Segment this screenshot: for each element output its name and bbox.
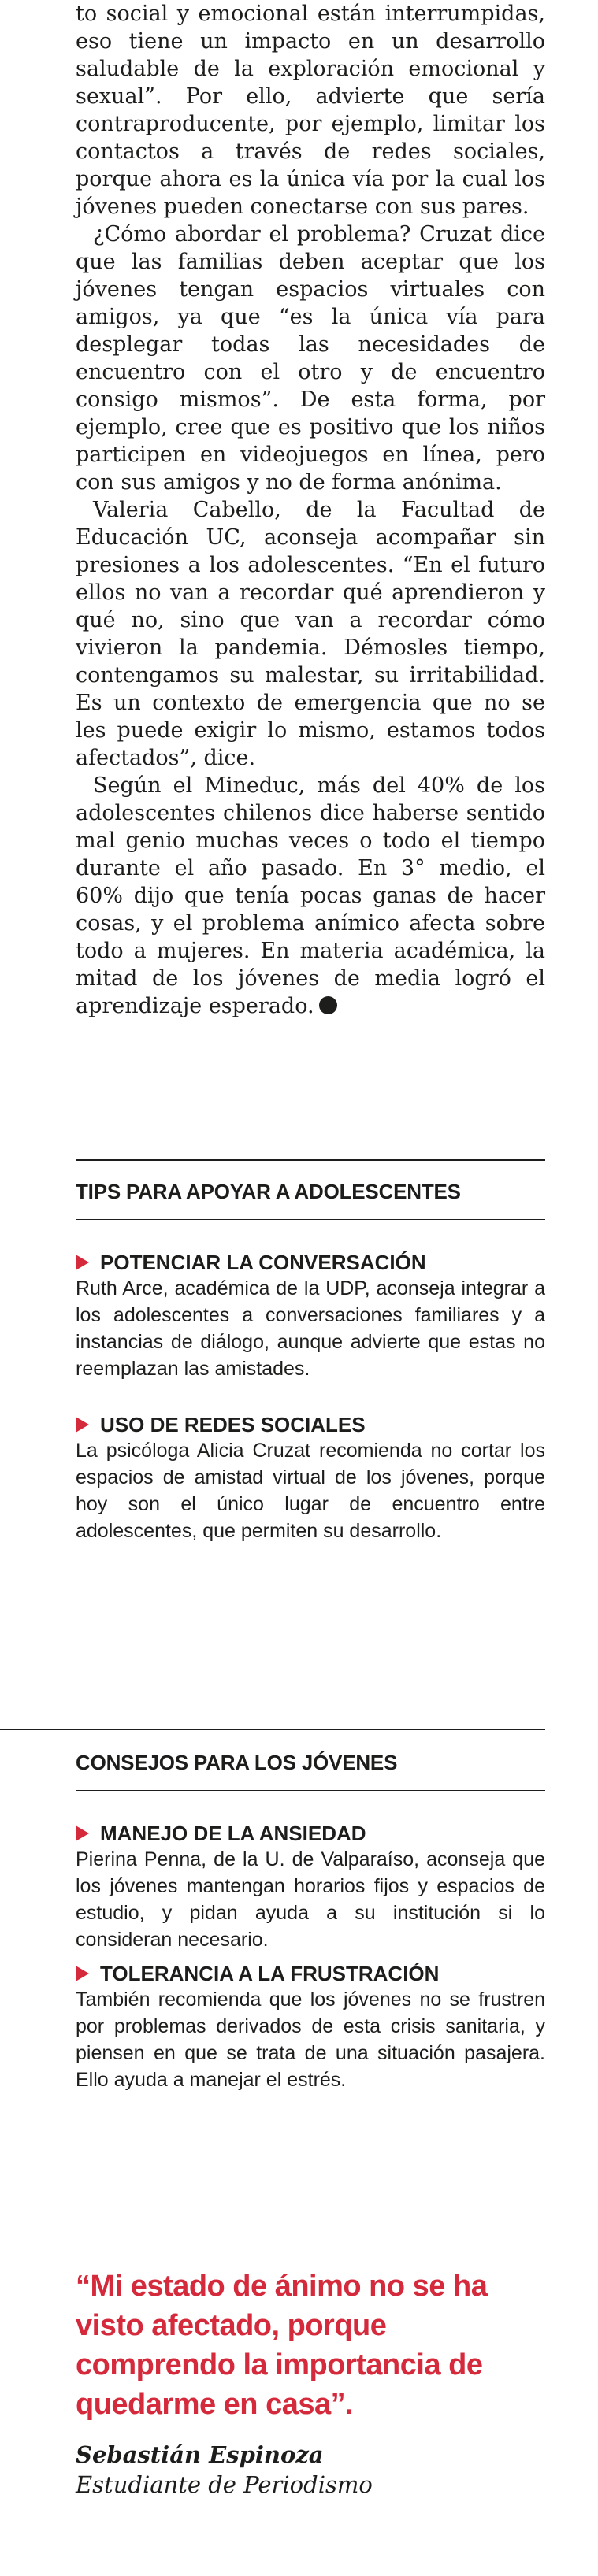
quote-attribution — [76, 2440, 548, 2500]
advice-heading-text: TOLERANCIA A LA FRUSTRACIÓN — [100, 1962, 440, 1985]
triangle-bullet-icon — [76, 1966, 89, 1981]
quote-author: Sebastián Espinoza — [76, 2441, 324, 2468]
tip-item — [76, 1250, 545, 1382]
advice-body: También recomienda que los jóvenes no se frustren por problemas derivados de esta crisis sanitaria, y piensen en que se trata de una situación pasajera. Ello ayuda a manejar el estrés. — [76, 1989, 545, 2091]
advice-body: Pierina Penna, de la U. de Valparaíso, aconseja que los jóvenes mantengan horarios fijos y espacios de estudio, y pidan ayuda a su institución si lo consideran necesario. — [76, 1848, 545, 1951]
advice-heading — [76, 1961, 545, 1986]
end-of-article-icon — [319, 996, 337, 1014]
triangle-bullet-icon — [76, 1417, 89, 1433]
tips-box-title: TIPS PARA APOYAR A ADOLESCENTES — [76, 1180, 461, 1203]
advice-box-title: CONSEJOS PARA LOS JÓVENES — [76, 1751, 398, 1774]
tips-box — [76, 1159, 545, 1544]
divider — [76, 1219, 545, 1220]
tip-heading-text: POTENCIAR LA CONVERSACIÓN — [100, 1251, 426, 1274]
tip-heading — [76, 1412, 545, 1437]
tip-heading-text: USO DE REDES SOCIALES — [100, 1413, 366, 1436]
article-paragraph: Valeria Cabello, de la Facultad de Educación UC, aconseja acompañar sin presiones a los adolescentes. “En el futuro ellos no van a recordar qué aprendieron y qué no, sino que van a recordar cómo vivieron la pandemia. Démosles tiempo, contengamos su malestar, su irritabilidad. Es un contexto de emergencia que no se les puede exigir lo mismo, estamos todos afectados”, dice. — [76, 498, 545, 770]
advice-item — [76, 1821, 545, 1953]
tip-body: Ruth Arce, académica de la UDP, aconseja integrar a los adolescentes a conversaciones familiares y a instancias de diálogo, aunque advierte que estas no reemplazan las amistades. — [76, 1277, 545, 1380]
advice-heading — [76, 1821, 545, 1846]
triangle-bullet-icon — [76, 1825, 89, 1841]
advice-item — [76, 1961, 545, 2093]
divider — [76, 1790, 545, 1791]
article-paragraph-final — [76, 772, 545, 1020]
quote-author-role: Estudiante de Periodismo — [76, 2471, 373, 2498]
advice-heading-text: MANEJO DE LA ANSIEDAD — [100, 1822, 366, 1845]
article-paragraph: to social y emocional están interrumpidas, eso tiene un impacto en un desarrollo saludable de la exploración emocional y sexual”. Por ello, advierte que sería contraproducente, por ejemplo, limitar los contactos a través de redes sociales, porque ahora es la única vía por la cual los jóvenes pueden conectarse con sus pares. — [76, 2, 545, 219]
triangle-bullet-icon — [76, 1255, 89, 1270]
tip-body: La psicóloga Alicia Cruzat recomienda no cortar los espacios de amistad virtual de los jóvenes, porque hoy son el único lugar de encuentro entre adolescentes, que permiten su desarrollo. — [76, 1440, 545, 1542]
tip-heading — [76, 1250, 545, 1275]
pull-quote: “Mi estado de ánimo no se ha visto afectado, porque comprendo la importancia de quedarme en casa”. — [76, 2270, 488, 2421]
article-paragraph-text: Según el Mineduc, más del 40% de los adolescentes chilenos dice haberse sentido mal genio muchas veces o todo el tiempo durante el año pasado. En 3° medio, el 60% dijo que tenía pocas ganas de hacer cosas, y el problema anímico afecta sobre todo a mujeres. En materia académica, la mitad de los jóvenes de media logró el aprendizaje esperado. — [76, 773, 545, 1018]
article-paragraph: ¿Cómo abordar el problema? Cruzat dice que las familias deben aceptar que los jóvenes tengan espacios virtuales con amigos, ya que “es la única vía para desplegar todas las necesidades de encuentro con el otro y de encuentro consigo mismos”. De esta forma, por ejemplo, cree que es positivo que los niños participen en videojuegos en línea, pero con sus amigos y no de forma anónima. — [76, 222, 545, 495]
tip-item — [76, 1412, 545, 1544]
article-body — [76, 0, 545, 1020]
advice-box — [76, 1730, 545, 2093]
